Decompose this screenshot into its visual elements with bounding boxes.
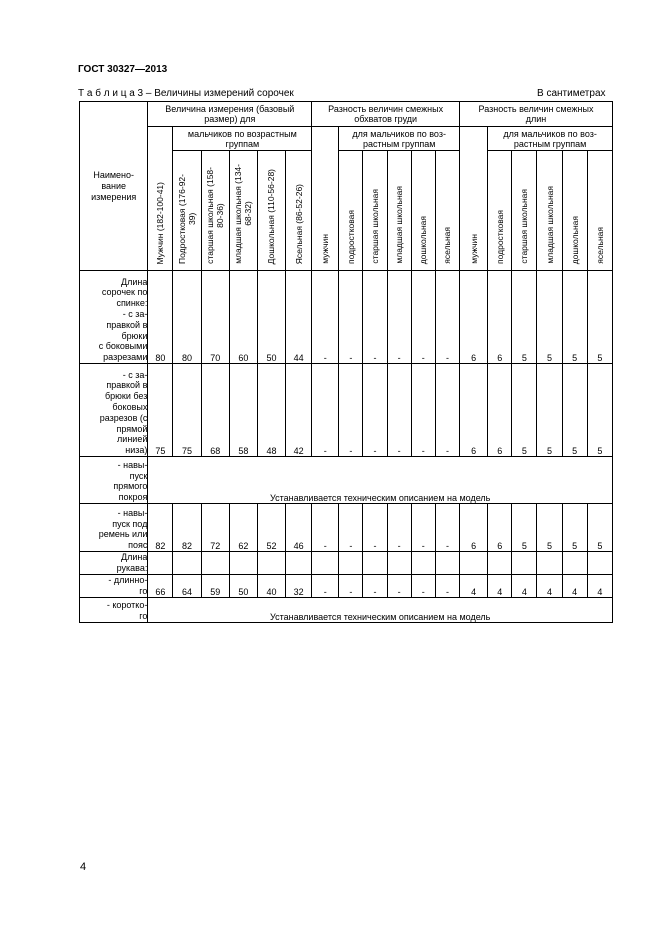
table-cell: 68	[201, 364, 229, 457]
col-header: старшая школьная	[363, 151, 387, 271]
table-cell: 6	[488, 364, 512, 457]
merged-note: Устанавливается техническим описанием на модель	[148, 597, 613, 622]
table-cell	[435, 552, 459, 575]
table-cell	[312, 552, 339, 575]
table-cell: 5	[587, 271, 612, 364]
table-cell	[512, 552, 537, 575]
table-cell: -	[435, 364, 459, 457]
table-cell: 4	[488, 574, 512, 597]
table-cell: 52	[257, 504, 285, 552]
table-cell: -	[339, 574, 363, 597]
table-cell: 5	[512, 504, 537, 552]
group-header-base: Величина измерения (базовый размер) для	[148, 102, 312, 127]
table-cell: -	[435, 574, 459, 597]
merged-note: Устанавливается техническим описанием на модель	[148, 457, 613, 504]
table-cell: 44	[286, 271, 312, 364]
table-cell: -	[339, 364, 363, 457]
table-cell: -	[387, 504, 411, 552]
table-cell	[411, 552, 435, 575]
table-cell	[339, 552, 363, 575]
table-cell	[257, 552, 285, 575]
table-row	[80, 574, 613, 597]
table-cell: 5	[562, 364, 587, 457]
table-cell: -	[312, 364, 339, 457]
table-caption: Т а б л и ц а 3 – Величины измерений сорочек	[78, 88, 294, 99]
table-cell: -	[435, 271, 459, 364]
table-cell: 5	[537, 364, 562, 457]
table-cell: 6	[460, 271, 488, 364]
table-row	[80, 552, 613, 575]
table-cell: 59	[201, 574, 229, 597]
col-header: старшая школьная	[512, 151, 537, 271]
col-header: подростковая	[488, 151, 512, 271]
table-cell: -	[387, 574, 411, 597]
table-cell: 5	[587, 504, 612, 552]
subgroup-header: для мальчиков по воз- растным группам	[488, 127, 613, 151]
table-cell: 42	[286, 364, 312, 457]
table-cell: -	[339, 504, 363, 552]
table-cell: 50	[229, 574, 257, 597]
table-cell: 5	[562, 271, 587, 364]
table-cell	[460, 552, 488, 575]
table-cell: -	[411, 574, 435, 597]
table-cell: 5	[587, 364, 612, 457]
table-cell: 80	[148, 271, 173, 364]
table-cell	[148, 552, 173, 575]
table-cell: 6	[460, 504, 488, 552]
col-header: мужчин	[312, 127, 339, 271]
measurement-name: Длина сорочек по спинке: - с за- правкой в брюки с боковыми разрезами	[80, 271, 148, 364]
table-cell: 60	[229, 271, 257, 364]
table-cell	[537, 552, 562, 575]
table-cell: 4	[460, 574, 488, 597]
col-header: подростковая	[339, 151, 363, 271]
table-row	[80, 457, 613, 504]
table-cell: -	[411, 504, 435, 552]
table-cell: 58	[229, 364, 257, 457]
table-cell: -	[411, 271, 435, 364]
table-cell: 5	[562, 504, 587, 552]
table-cell: 80	[173, 271, 201, 364]
col-header: ясельная	[435, 151, 459, 271]
table-cell: -	[312, 574, 339, 597]
measurement-name: - длинно- го	[80, 574, 148, 597]
col-header: Мужчин (182-100-41)	[148, 127, 173, 271]
table-cell: -	[363, 364, 387, 457]
table-cell: -	[411, 364, 435, 457]
col-header: младшая школьная (134- 68-32)	[229, 151, 257, 271]
col-header: дошкольная	[562, 151, 587, 271]
table-row	[80, 364, 613, 457]
col-header: дошкольная	[411, 151, 435, 271]
group-header-chest-diff: Разность величин смежных обхватов груди	[312, 102, 460, 127]
table-cell: 75	[148, 364, 173, 457]
table-cell	[488, 552, 512, 575]
table-cell: 4	[512, 574, 537, 597]
measurement-name: - коротко- го	[80, 597, 148, 622]
table-row	[80, 504, 613, 552]
table-cell: 72	[201, 504, 229, 552]
col-header: младшая школьная	[537, 151, 562, 271]
table-cell: 5	[537, 504, 562, 552]
table-cell: -	[387, 364, 411, 457]
table-cell	[387, 552, 411, 575]
table-cell: -	[387, 271, 411, 364]
measurements-table	[79, 101, 613, 623]
col-header: мужчин	[460, 127, 488, 271]
col-header: Ясельная (86-52-26)	[286, 151, 312, 271]
table-cell: 5	[512, 364, 537, 457]
table-cell	[363, 552, 387, 575]
table-cell: -	[363, 271, 387, 364]
measurement-name: - с за- правкой в брюки без боковых разрезов (с прямой линией низа)	[80, 364, 148, 457]
table-cell: -	[312, 271, 339, 364]
table-cell	[587, 552, 612, 575]
table-cell: 4	[562, 574, 587, 597]
table-cell: -	[363, 574, 387, 597]
col-header: старшая школьная (158- 80-36)	[201, 151, 229, 271]
table-cell: -	[363, 504, 387, 552]
table-cell: 75	[173, 364, 201, 457]
table-cell: 70	[201, 271, 229, 364]
table-cell: 66	[148, 574, 173, 597]
table-row	[80, 271, 613, 364]
table-cell: 82	[173, 504, 201, 552]
table-cell: 32	[286, 574, 312, 597]
table-cell	[201, 552, 229, 575]
table-cell: 48	[257, 364, 285, 457]
col-header: ясельная	[587, 151, 612, 271]
measurement-name: - навы- пуск прямого покроя	[80, 457, 148, 504]
table-cell: 40	[257, 574, 285, 597]
col-header: младшая школьная	[387, 151, 411, 271]
table-cell: 5	[537, 271, 562, 364]
table-cell: 82	[148, 504, 173, 552]
document-code: ГОСТ 30327—2013	[78, 64, 168, 75]
table-cell	[562, 552, 587, 575]
table-cell: 6	[488, 504, 512, 552]
col-header: Подростковая (176-92- 39)	[173, 151, 201, 271]
table-row	[80, 597, 613, 622]
table-cell: -	[339, 271, 363, 364]
table-cell: 6	[488, 271, 512, 364]
subgroup-header: мальчиков по возрастным группам	[173, 127, 312, 151]
table-cell	[286, 552, 312, 575]
table-cell: -	[312, 504, 339, 552]
table-cell: 50	[257, 271, 285, 364]
table-cell	[229, 552, 257, 575]
table-units: В сантиметрах	[537, 88, 606, 99]
table-cell: -	[435, 504, 459, 552]
subgroup-header: для мальчиков по воз- растным группам	[339, 127, 460, 151]
table-cell: 64	[173, 574, 201, 597]
col-header: Дошкольная (110-56-28)	[257, 151, 285, 271]
col-header-name: Наимено- вание измерения	[80, 102, 148, 271]
table-cell: 62	[229, 504, 257, 552]
table-cell: 5	[512, 271, 537, 364]
table-cell: 46	[286, 504, 312, 552]
table-cell: 4	[587, 574, 612, 597]
table-cell: 6	[460, 364, 488, 457]
group-header-length-diff: Разность величин смежных длин	[460, 102, 613, 127]
table-cell	[173, 552, 201, 575]
page-number: 4	[80, 861, 87, 873]
measurement-name: Длина рукава:	[80, 552, 148, 575]
measurement-name: - навы- пуск под ремень или пояс	[80, 504, 148, 552]
table-cell: 4	[537, 574, 562, 597]
